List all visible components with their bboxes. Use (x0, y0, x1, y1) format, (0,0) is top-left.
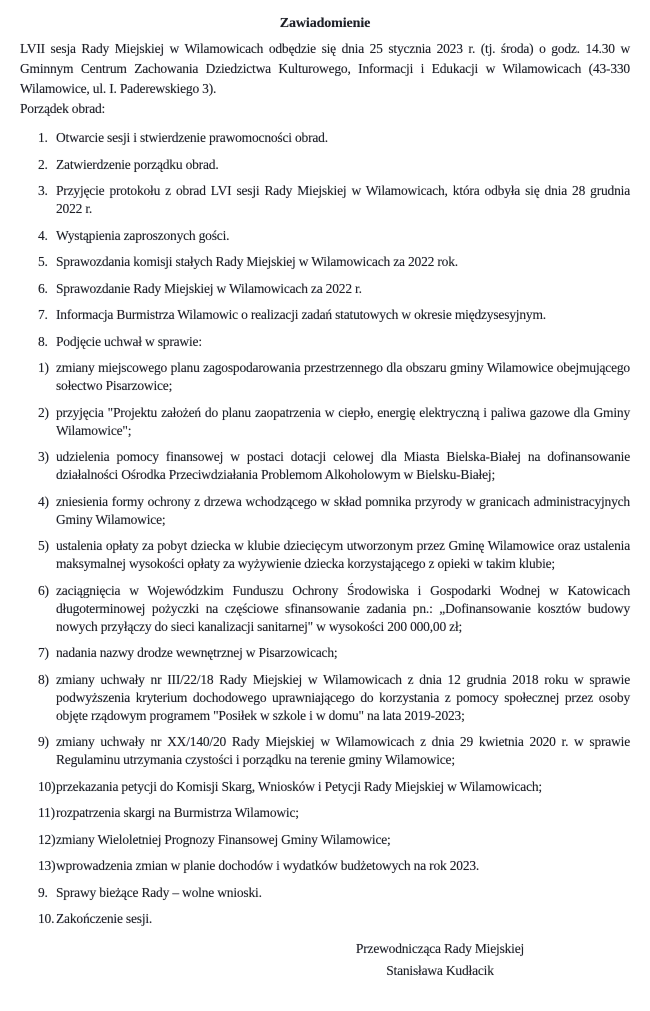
agenda-item-marker: 9) (38, 734, 49, 749)
agenda-item (20, 333, 630, 351)
intro-paragraph: LVII sesja Rady Miejskiej w Wilamowicach odbędzie się dnia 25 stycznia 2023 r. (tj. środa) o godz. 14.30 w Gminnym Centrum Zachowania Dziedzictwa Kulturowego, Informacji i Edukacji w Wilamowicach (43-330 Wilamowice, ul. I. Paderewskiego 3). (20, 41, 630, 96)
agenda-item-text: Sprawy bieżące Rady – wolne wnioski. (56, 884, 262, 900)
agenda-item-text: Informacja Burmistrza Wilamowic o realizacji zadań statutowych w okresie międzysesyjnym. (56, 307, 546, 322)
agenda-item-marker: 5. (38, 254, 48, 269)
agenda-item-text: przekazania petycji do Komisji Skarg, Wniosków i Petycji Rady Miejskiej w Wilamowicach; (56, 778, 542, 794)
agenda-item-text: Zatwierdzenie porządku obrad. (56, 156, 219, 172)
agenda-item (20, 404, 630, 440)
agenda-item (20, 537, 630, 573)
agenda-item-text: ustalenia opłaty za pobyt dziecka w klubie dziecięcym utworzonym przez Gminę Wilamowice oraz ustalenia maksymalnej wysokości opłaty za wyżywienie dziecka korzystającego z opieki w takim klubie; (56, 538, 630, 571)
agenda-item-text: wprowadzenia zmian w planie dochodów i wydatków budżetowych na rok 2023. (56, 858, 480, 873)
agenda-label: Porządek obrad: (20, 101, 106, 116)
agenda-item-marker: 3. (38, 183, 48, 198)
agenda-item (20, 733, 630, 769)
agenda-item (20, 306, 630, 324)
agenda-item-marker: 6. (38, 280, 48, 296)
agenda-item-text: Sprawozdania komisji stałych Rady Miejskiej w Wilamowicach za 2022 rok. (56, 254, 458, 269)
agenda-item (20, 253, 630, 271)
agenda-item (20, 778, 630, 796)
agenda-item (20, 129, 630, 147)
agenda-item-marker: 9. (38, 884, 48, 900)
document-title: Zawiadomienie (279, 16, 371, 31)
agenda-item (20, 156, 630, 174)
agenda-item (20, 227, 630, 245)
agenda-item (20, 857, 630, 875)
agenda-item-marker: 4. (38, 227, 48, 243)
signature-block (315, 938, 565, 982)
agenda-list (20, 129, 630, 928)
agenda-item-marker: 1) (38, 360, 49, 375)
agenda-item-marker: 13) (38, 858, 56, 873)
agenda-item-text: Otwarcie sesji i stwierdzenie prawomocności obrad. (56, 130, 328, 145)
agenda-item-text: nadania nazwy drodze wewnętrznej w Pisarzowicach; (56, 645, 338, 660)
agenda-item-text: Zakończenie sesji. (56, 911, 153, 926)
agenda-item (20, 884, 630, 902)
agenda-item-text: rozpatrzenia skargi na Burmistrza Wilamowic; (56, 805, 299, 820)
agenda-item-text: Wystąpienia zaproszonych gości. (56, 227, 230, 243)
agenda-item-marker: 4) (38, 493, 49, 509)
agenda-item-marker: 10) (38, 778, 56, 794)
agenda-item (20, 359, 630, 395)
agenda-item-marker: 10. (38, 911, 55, 926)
agenda-item-marker: 3) (38, 449, 49, 464)
agenda-item (20, 582, 630, 636)
agenda-item-text: zaciągnięcia w Wojewódzkim Funduszu Ochrony Środowiska i Gospodarki Wodnej w Katowicach długoterminowej pożyczki na częściowe sfinansowanie zadania pn.: „Dofinansowanie kosztów budowy nowych przyłączy do sieci kanalizacji sanitarnej" w wysokości 200 000,00 zł; (56, 582, 630, 634)
agenda-item-marker: 11) (38, 805, 55, 820)
signature-role: Przewodnicząca Rady Miejskiej (355, 941, 525, 956)
agenda-item (20, 182, 630, 218)
agenda-item-marker: 2. (38, 156, 48, 172)
agenda-item-text: Sprawozdanie Rady Miejskiej w Wilamowicach za 2022 r. (56, 280, 362, 296)
agenda-item-marker: 5) (38, 538, 49, 553)
agenda-item-marker: 8) (38, 671, 49, 687)
agenda-item (20, 280, 630, 298)
agenda-item-text: przyjęcia "Projektu założeń do planu zaopatrzenia w ciepło, energię elektryczną i paliwa gazowe dla Gminy Wilamowice"; (56, 404, 630, 438)
agenda-item-marker: 7) (38, 645, 49, 660)
agenda-item (20, 910, 630, 928)
signature-name: Stanisława Kudłacik (386, 963, 494, 978)
agenda-item-marker: 6) (38, 582, 49, 598)
agenda-item-text: Przyjęcie protokołu z obrad LVI sesji Rady Miejskiej w Wilamowicach, która odbyła się dnia 28 grudnia 2022 r. (56, 183, 630, 216)
agenda-item-text: zniesienia formy ochrony z drzewa wchodzącego w skład pomnika przyrody w granicach administracyjnych Gminy Wilamowice; (56, 493, 630, 527)
agenda-item-text: zmiany uchwały nr III/22/18 Rady Miejskiej w Wilamowicach z dnia 12 grudnia 2018 roku w sprawie podwyższenia kryterium dochodowego uprawniającego do korzystania z pomocy społecznej przez osoby objęte rządowym programem "Posiłek w szkole i w domu" na lata 2019-2023; (56, 671, 630, 723)
agenda-item-marker: 1. (38, 130, 48, 145)
agenda-item-text: zmiany uchwały nr XX/140/20 Rady Miejskiej w Wilamowicach z dnia 29 kwietnia 2020 r. w sprawie Regulaminu utrzymania czystości i porządku na terenie gminy Wilamowice; (56, 734, 630, 767)
agenda-item (20, 448, 630, 484)
agenda-item-text: zmiany miejscowego planu zagospodarowania przestrzennego dla obszaru gminy Wilamowice obejmującego sołectwo Pisarzowice; (56, 360, 630, 393)
agenda-item-text: udzielenia pomocy finansowej w postaci dotacji celowej dla Miasta Bielska-Białej na dofinansowanie działalności Ośrodka Przeciwdziałania Problemom Alkoholowym w Bielsku-Białej; (56, 449, 630, 482)
agenda-item (20, 831, 630, 849)
agenda-item-marker: 8. (38, 333, 48, 349)
agenda-item (20, 644, 630, 662)
agenda-item (20, 493, 630, 529)
agenda-item (20, 671, 630, 725)
agenda-item-text: Podjęcie uchwał w sprawie: (56, 333, 202, 349)
agenda-item (20, 804, 630, 822)
agenda-item-marker: 7. (38, 307, 48, 322)
agenda-item-text: zmiany Wieloletniej Prognozy Finansowej Gminy Wilamowice; (56, 831, 391, 847)
agenda-item-marker: 2) (38, 404, 49, 420)
agenda-item-marker: 12) (38, 831, 56, 847)
